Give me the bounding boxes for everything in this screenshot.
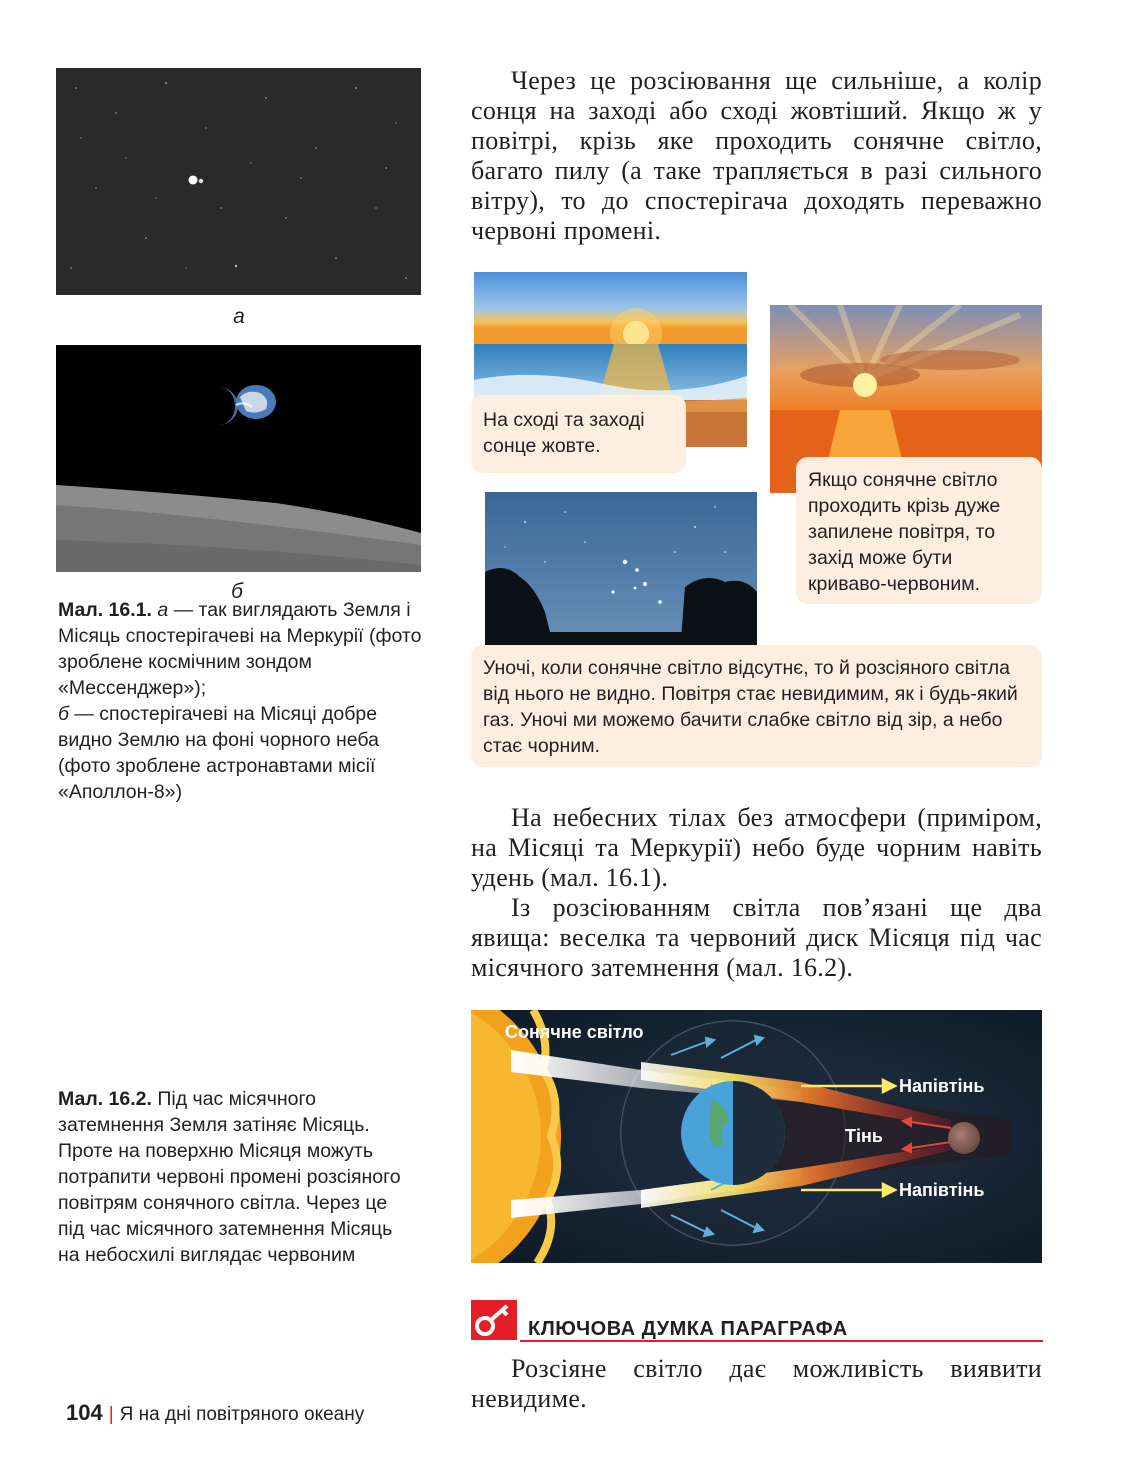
intro-paragraph-text: Через це розсіювання ще сильніше, а колір сонця на заході або сході жовтіший. Якщо ж у повітрі, крізь яке проходить сонячне світло, багато пилу (а таке трапляється в разі сильного вітру), то до спостерігача доходять переважно червоні промені. bbox=[471, 66, 1042, 245]
caption-text: Під час місячного затемнення Земля затіняє Місяць. Проте на поверхню Місяця можуть потрапити червоні промені розсіяного повітрям сонячного світла. Через це під час місячного затемнення Місяць на небосхилі виглядає червоним bbox=[58, 1088, 401, 1266]
figure-16-2-caption bbox=[58, 1086, 418, 1268]
figure-label-a: а bbox=[233, 305, 245, 328]
page-number: 104 bbox=[66, 1400, 103, 1425]
diagram-label-sunlight: Сонячне світло bbox=[505, 1022, 644, 1042]
paragraph-no-atmosphere bbox=[471, 803, 1042, 983]
figure-label-b: б bbox=[231, 580, 243, 603]
caption-text-a: — так виглядають Земля і Місяць спостерігачеві на Меркурії (фото зроблене космічним зондом «Мессенджер»); bbox=[58, 599, 422, 699]
photo-starry-night bbox=[485, 492, 757, 652]
diagram-label-umbra: Тінь bbox=[845, 1126, 883, 1146]
callout-night-text: Уночі, коли сонячне світло відсутнє, то й розсіяного світла від нього не видно. Повітря стає невидимим, як і будь-який газ. Уночі ми можемо бачити слабке світло від зір, а небо стає чорним. bbox=[483, 657, 1018, 757]
diagram-label-penumbra-top: Напівтінь bbox=[899, 1076, 985, 1096]
photo-earthrise-from-moon bbox=[56, 345, 421, 572]
photo-earth-moon-from-mercury bbox=[56, 68, 421, 295]
section-title: Я на дні повітряного океану bbox=[119, 1404, 365, 1425]
diagram-label-penumbra-bottom: Напівтінь bbox=[899, 1180, 985, 1200]
intro-paragraph bbox=[471, 66, 1042, 246]
figure-16-1-caption bbox=[58, 597, 423, 805]
callout-night bbox=[471, 645, 1042, 767]
caption-text-b: — спостерігачеві на Місяці добре видно Землю на фоні чорного неба (фото зроблене астронавтами місії «Аполлон-8») bbox=[58, 703, 379, 803]
page-footer bbox=[66, 1400, 364, 1426]
caption-figure-number: Мал. 16.1. bbox=[58, 599, 152, 621]
key-thought-text bbox=[471, 1354, 1042, 1414]
paragraph-2-text: На небесних тілах без атмосфери (приміром, на Місяці та Меркурії) небо буде чорним навіть удень (мал. 16.1). bbox=[471, 803, 1042, 892]
caption-letter-b: б bbox=[58, 703, 69, 725]
footer-separator: | bbox=[108, 1404, 114, 1425]
key-icon bbox=[471, 1300, 517, 1340]
key-thought-paragraph: Розсіяне світло дає можливість виявити невидиме. bbox=[471, 1354, 1042, 1413]
diagram-lunar-eclipse bbox=[471, 1010, 1042, 1263]
callout-dusty-text: Якщо сонячне світло проходить крізь дуже запилене повітря, то захід може бути криваво-червоним. bbox=[808, 469, 1001, 595]
caption-figure-number: Мал. 16.2. bbox=[58, 1088, 152, 1110]
callout-dusty-sunset bbox=[796, 457, 1042, 604]
callout-sunrise-text: На сході та заході сонце жовте. bbox=[483, 409, 645, 457]
callout-sunrise bbox=[471, 395, 686, 473]
caption-letter-a: а bbox=[157, 599, 169, 621]
paragraph-3-text: Із розсіюванням світла пов’язані ще два явища: веселка та червоний диск Місяця під час місячного затемнення (мал. 16.2). bbox=[471, 893, 1042, 982]
key-thought-title: КЛЮЧОВА ДУМКА ПАРАГРАФА bbox=[528, 1318, 848, 1340]
key-thought-underline bbox=[520, 1340, 1043, 1342]
